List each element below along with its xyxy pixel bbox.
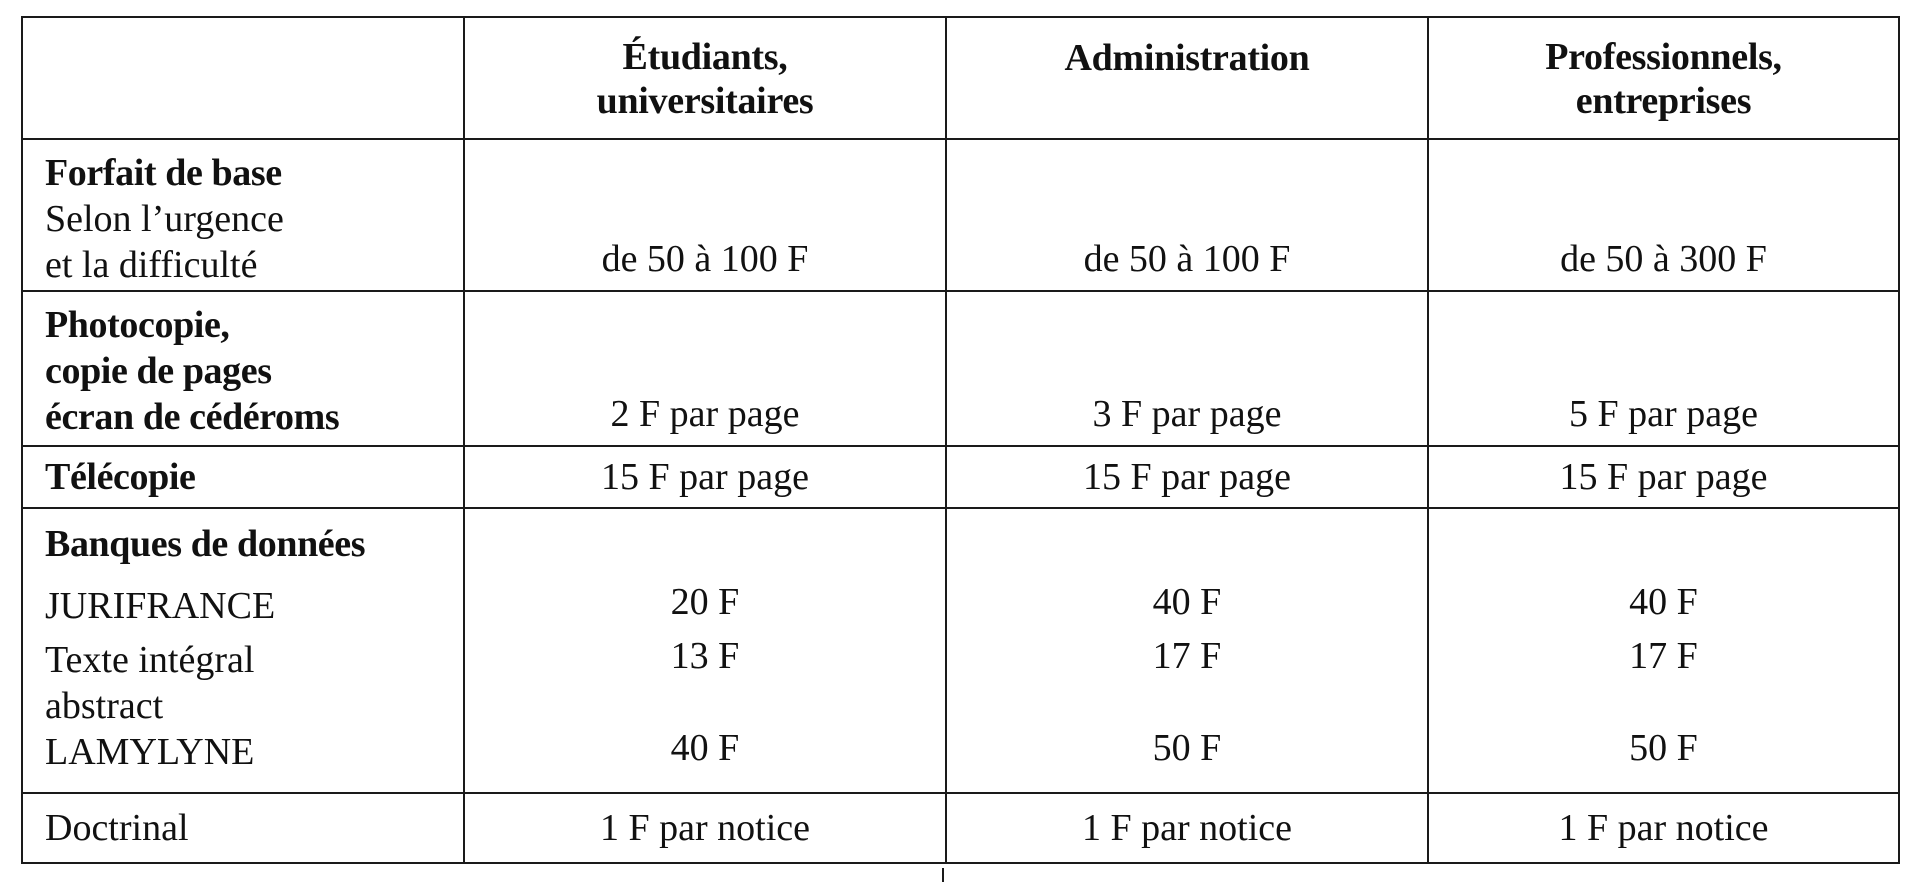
table-row-doctrinal xyxy=(22,793,1899,863)
header-administration xyxy=(946,17,1428,139)
jurifrance-value-etudiants: 20 F xyxy=(670,581,740,623)
forfait-sub1: Selon l’urgence xyxy=(45,198,284,240)
telecopie-value-administration: 15 F par page xyxy=(946,446,1428,508)
header-etudiants xyxy=(464,17,946,139)
table-row-forfait xyxy=(22,139,1899,291)
doctrinal-value-administration: 1 F par notice xyxy=(946,793,1428,863)
lamylyne-value-professionnels: 50 F xyxy=(1629,727,1698,769)
texte-value-etudiants: 13 F xyxy=(670,635,740,677)
header-corner-cell xyxy=(22,17,464,139)
doctrinal-value-etudiants: 1 F par notice xyxy=(464,793,946,863)
row-label-telecopie xyxy=(22,446,464,508)
telecopie-value-etudiants: 15 F par page xyxy=(464,446,946,508)
forfait-title: Forfait de base xyxy=(45,152,282,194)
row-label-banques xyxy=(22,508,464,793)
forfait-sub2: et la difficulté xyxy=(45,244,258,286)
forfait-value-professionnels: de 50 à 300 F xyxy=(1428,139,1899,291)
table-row-telecopie xyxy=(22,446,1899,508)
lamylyne-value-administration: 50 F xyxy=(1152,727,1222,769)
texte-value-administration: 17 F xyxy=(1152,635,1222,677)
forfait-value-etudiants: de 50 à 100 F xyxy=(464,139,946,291)
photocopie-value-etudiants: 2 F par page xyxy=(464,291,946,446)
banques-title: Banques de données xyxy=(45,523,366,565)
telecopie-value-professionnels: 15 F par page xyxy=(1428,446,1899,508)
header-professionnels xyxy=(1428,17,1899,139)
photocopie-line2: copie de pages xyxy=(45,350,272,392)
doctrinal-title: Doctrinal xyxy=(45,807,189,849)
table-row-banques xyxy=(22,508,1899,793)
header-professionnels-line1: Professionnels, xyxy=(1545,36,1782,78)
row-label-forfait xyxy=(22,139,464,291)
header-administration-label: Administration xyxy=(1064,37,1310,79)
photocopie-line3: écran de cédéroms xyxy=(45,396,340,438)
telecopie-title: Télécopie xyxy=(45,456,196,498)
pricing-table xyxy=(21,16,1900,864)
forfait-value-administration: de 50 à 100 F xyxy=(946,139,1428,291)
banques-values-professionnels xyxy=(1428,508,1899,793)
column-rule-tick xyxy=(942,868,944,882)
header-etudiants-line1: Étudiants, xyxy=(622,36,788,78)
lamylyne-value-etudiants: 40 F xyxy=(670,727,740,769)
banques-texte-label: Texte intégral xyxy=(45,639,255,681)
banques-jurifrance-label: JURIFRANCE xyxy=(45,585,276,627)
photocopie-value-professionnels: 5 F par page xyxy=(1428,291,1899,446)
banques-lamylyne-label: LAMYLYNE xyxy=(45,731,255,773)
header-professionnels-line2: entreprises xyxy=(1575,80,1752,122)
banques-values-administration xyxy=(946,508,1428,793)
jurifrance-value-administration: 40 F xyxy=(1152,581,1222,623)
banques-values-etudiants xyxy=(464,508,946,793)
row-label-doctrinal xyxy=(22,793,464,863)
photocopie-value-administration: 3 F par page xyxy=(946,291,1428,446)
texte-value-professionnels: 17 F xyxy=(1629,635,1698,677)
table-row-photocopie xyxy=(22,291,1899,446)
jurifrance-value-professionnels: 40 F xyxy=(1629,581,1698,623)
row-label-photocopie xyxy=(22,291,464,446)
banques-abstract-label: abstract xyxy=(45,685,164,727)
doctrinal-value-professionnels: 1 F par notice xyxy=(1428,793,1899,863)
photocopie-line1: Photocopie, xyxy=(45,304,230,346)
table-header-row xyxy=(22,17,1899,139)
header-etudiants-line2: universitaires xyxy=(596,80,814,122)
